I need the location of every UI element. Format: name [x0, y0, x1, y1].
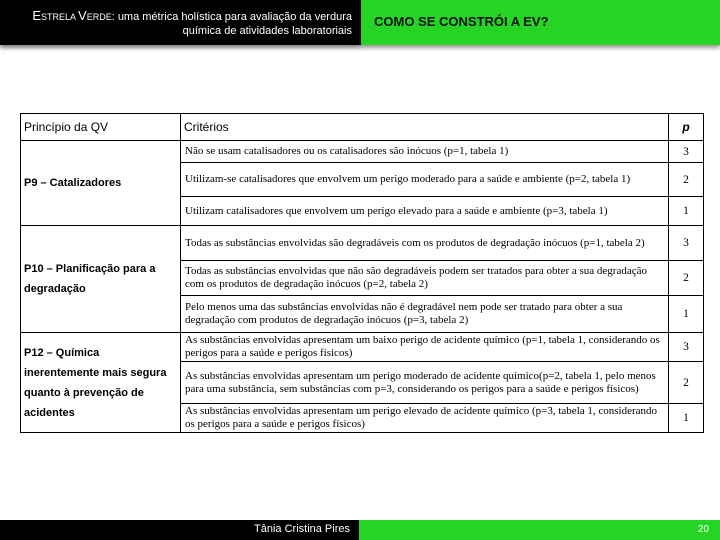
p-value-cell: 3: [669, 226, 704, 261]
table-header-row: [21, 114, 704, 141]
principle-cell: P9 – Catalizadores: [21, 141, 181, 226]
col-header-principle: Princípio da QV: [21, 114, 181, 141]
p-value-cell: 2: [669, 261, 704, 296]
p-value-cell: 3: [669, 333, 704, 362]
title-rest: : uma métrica holística para avaliação da verdura: [111, 11, 352, 23]
header-title: [0, 0, 361, 45]
criterion-cell: Utilizam-se catalisadores que envolvem um perigo moderado para a saúde e ambiente (p=2, tabela 1): [181, 163, 669, 197]
principle-cell: P10 – Planificação para a degradação: [21, 226, 181, 333]
criterion-cell: Não se usam catalisadores ou os catalisadores são inócuos (p=1, tabela 1): [181, 141, 669, 163]
table-row: [21, 333, 704, 362]
table-row: [21, 226, 704, 261]
criterion-cell: Utilizam catalisadores que envolvem um perigo elevado para a saúde e ambiente (p=3, tabela 1): [181, 197, 669, 226]
title-word: ERDE: [86, 12, 112, 22]
criterion-cell: Pelo menos uma das substâncias envolvidas não é degradável nem pode ser tratado para obter a sua degradação com produtos de degradação inócuos (p=3, tabela 2): [181, 296, 669, 333]
p-value-cell: 2: [669, 362, 704, 404]
p-value-cell: 1: [669, 296, 704, 333]
p-value-cell: 2: [669, 163, 704, 197]
section-title: COMO SE CONSTRÓI A EV?: [361, 0, 720, 45]
footer-author: Tânia Cristina Pires: [0, 520, 359, 540]
criterion-cell: As substâncias envolvidas apresentam um baixo perigo de acidente químico (p=1, tabela 1, considerando os perigos para a saúde e perigos físicos): [181, 333, 669, 362]
title-line2: química de atividades laboratoriais: [182, 25, 352, 37]
criterion-cell: Todas as substâncias envolvidas são degradáveis com os produtos de degradação inócuos (p=1, tabela 2): [181, 226, 669, 261]
p-value-cell: 1: [669, 404, 704, 433]
principle-cell: P12 – Química inerentemente mais segura quanto à prevenção de acidentes: [21, 333, 181, 433]
p-value-cell: 1: [669, 197, 704, 226]
table-row: [21, 141, 704, 163]
title-word: STRELA: [41, 12, 79, 22]
p-value-cell: 3: [669, 141, 704, 163]
criterion-cell: As substâncias envolvidas apresentam um perigo elevado de acidente químico (p=3, tabela 1, considerando os perigos para a saúde e perigos físicos): [181, 404, 669, 433]
title-initial: E: [32, 8, 41, 23]
page-number: 20: [359, 520, 720, 540]
title-initial: V: [78, 8, 87, 23]
criterion-cell: As substâncias envolvidas apresentam um perigo moderado de acidente químico(p=2, tabela 1, pelo menos para uma substância, sem substâncias com p=3, considerando os perigos para a saúde e perigos físicos): [181, 362, 669, 404]
criterion-cell: Todas as substâncias envolvidas que não são degradáveis podem ser tratados para obter a sua degradação com os produtos de degradação inócuos (p=2, tabela 2): [181, 261, 669, 296]
col-header-p: p: [669, 114, 704, 141]
col-header-criteria: Critérios: [181, 114, 669, 141]
criteria-table: [20, 113, 704, 433]
